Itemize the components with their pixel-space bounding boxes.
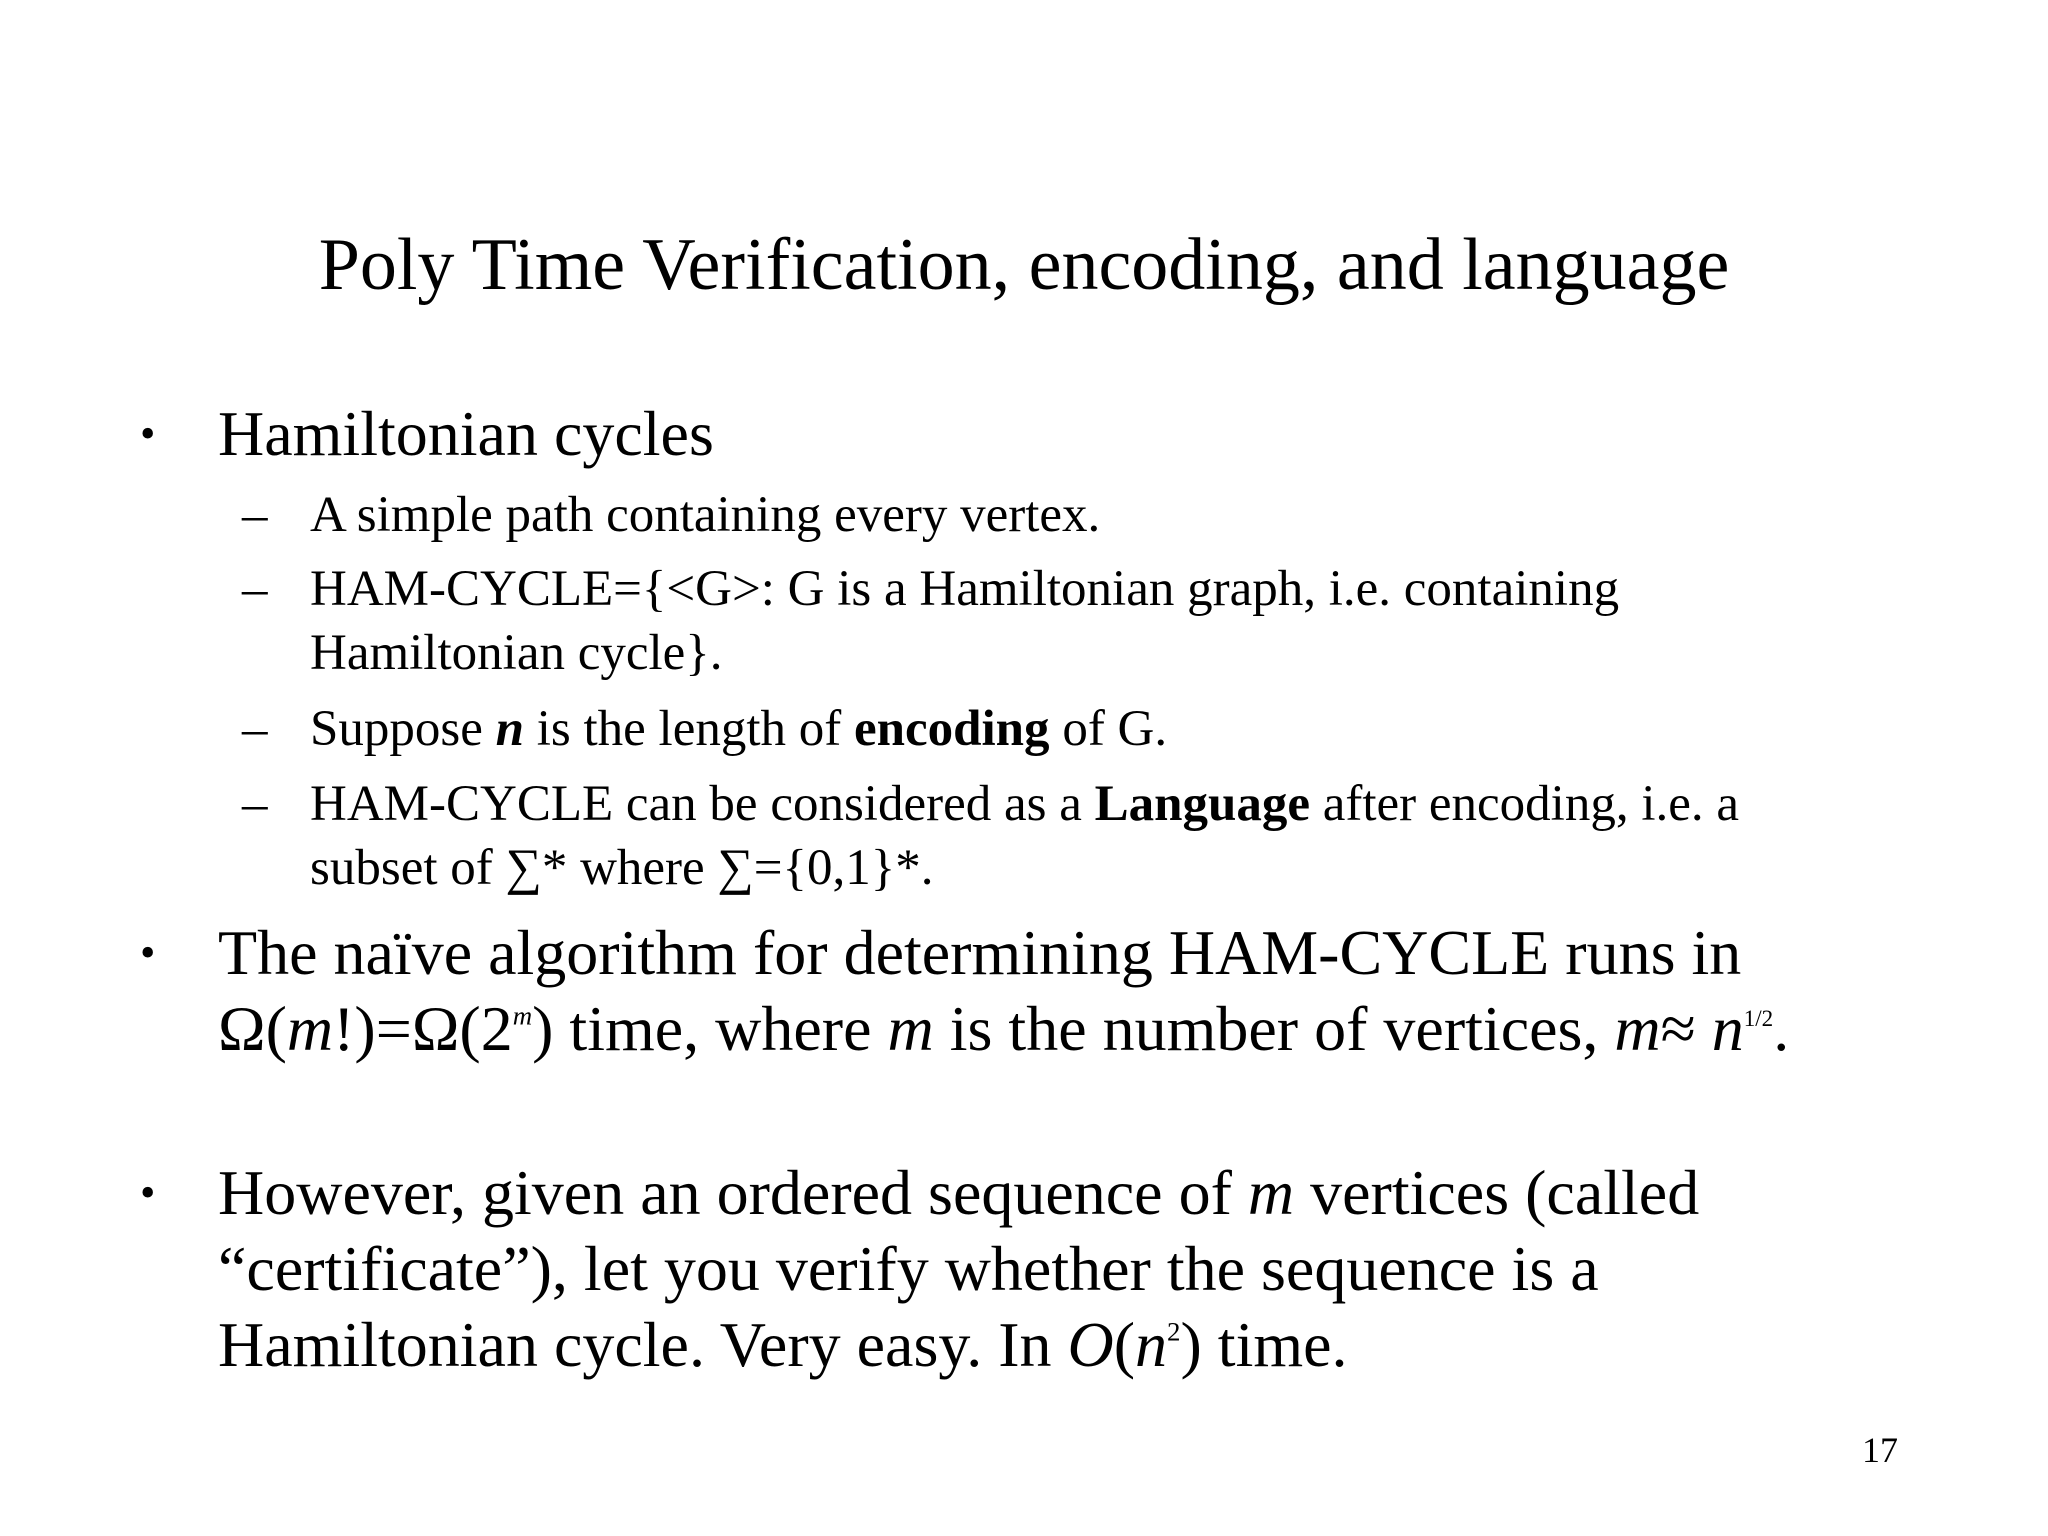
bullet-text-part: ( — [1113, 1309, 1136, 1380]
subitem-text-part: HAM-CYCLE can be considered as a — [310, 776, 1095, 832]
variable-m: m — [887, 993, 934, 1064]
term-language: Language — [1094, 776, 1310, 832]
bullet-text-part: is the number of vertices, — [933, 993, 1615, 1064]
subitem-text-part: is the length of — [523, 701, 855, 757]
bullet-text-part: However, given an ordered sequence of — [218, 1157, 1248, 1228]
page-number: 17 — [1862, 1430, 1898, 1470]
exponent-m: m — [512, 1000, 533, 1031]
bullet-text: Hamiltonian cycles — [218, 398, 714, 469]
variable-n: n — [495, 701, 524, 757]
term-encoding: encoding — [854, 701, 1050, 757]
subitem-text-part: Suppose — [310, 701, 496, 757]
variable-n: n — [1135, 1309, 1168, 1380]
dash-marker: – — [242, 701, 268, 757]
exponent-two: 2 — [1167, 1316, 1181, 1347]
bullet-text-part: The naïve algorithm for determining HAM-CYCLE runs in Ω( — [218, 917, 1742, 1064]
subitem-text: A simple path containing every vertex. — [310, 487, 1101, 543]
subitem-ham-cycle-definition — [242, 557, 1870, 685]
big-o: O — [1067, 1309, 1114, 1380]
exponent-half: 1/2 — [1743, 1004, 1774, 1031]
dash-marker: – — [242, 561, 268, 617]
bullet-hamiltonian-cycles — [140, 396, 1898, 472]
bullet-naive-algorithm — [140, 915, 1898, 1067]
bullet-text-part: . — [1773, 993, 1790, 1064]
slide-title: Poly Time Verification, encoding, and language — [318, 224, 1730, 306]
variable-m: m — [1247, 1157, 1295, 1228]
dash-marker: – — [242, 776, 268, 832]
subitem-encoding-length — [242, 697, 1870, 761]
bullet-marker: • — [140, 928, 156, 977]
dash-marker: – — [242, 487, 268, 543]
bullet-certificate-verification — [140, 1155, 1898, 1383]
variable-m: m — [286, 993, 334, 1064]
subitem-text-part: of G. — [1049, 701, 1168, 757]
bullet-text-part: ) time, where — [532, 993, 888, 1064]
bullet-marker: • — [140, 409, 156, 458]
bullet-text-part: !)=Ω(2 — [333, 993, 513, 1064]
subitem-simple-path — [242, 483, 1870, 547]
variable-m: m — [1614, 993, 1661, 1064]
subitem-text-part: after encoding, i.e. a subset of ∑* where ∑={0,1}*. — [310, 776, 1740, 896]
subitem-language — [242, 772, 1870, 900]
bullet-text-part: ) time. — [1180, 1309, 1348, 1380]
bullet-text-part: vertices (called “certificate”), let you verify whether the sequence is a Hamiltonian cycle. Very easy. In — [218, 1157, 1700, 1380]
bullet-marker: • — [140, 1168, 156, 1217]
bullet-text-part: ≈ — [1660, 993, 1712, 1064]
subitem-text: HAM-CYCLE={<G>: G is a Hamiltonian graph, i.e. containing Hamiltonian cycle}. — [310, 561, 1620, 681]
variable-n: n — [1711, 993, 1744, 1064]
